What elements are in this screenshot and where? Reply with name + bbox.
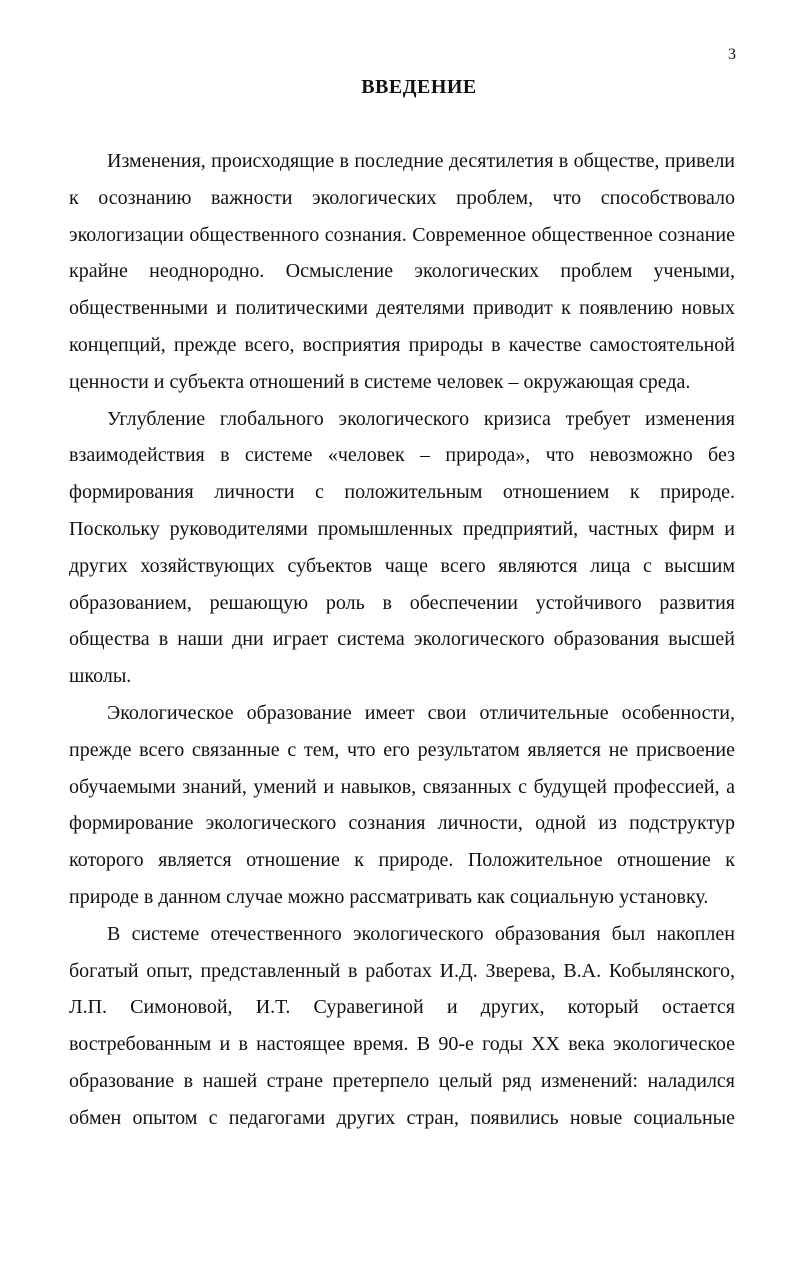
section-title: ВВЕДЕНИЕ (361, 76, 477, 98)
paragraph-4: В системе отечественного экологического образования был накоплен богатый опыт, представленный в работах И.Д. Зверева, В.А. Кобылянского, Л.П. Симоновой, И.Т. Суравегиной и других, который остается востребованным и в настоящее время. В 90-е годы XX века экологическое образование в нашей стране претерпело целый ряд изменений: наладился обмен опытом с педагогами других стран, появились новые социальные (69, 922, 735, 1129)
body-text (69, 143, 735, 1137)
paragraph-3: Экологическое образование имеет свои отличительные особенности, прежде всего связанные с тем, что его результатом является не присвоение обучаемыми знаний, умений и навыков, связанных с будущей профессией, а формирование экологического сознания личности, одной из подструктур которого является отношение к природе. Положительное отношение к природе в данном случае можно рассматривать как социальную установку. (69, 701, 735, 908)
page-number: 3 (728, 46, 736, 63)
paragraph-2: Углубление глобального экологического кризиса требует изменения взаимодействия в системе «человек – природа», что невозможно без формирования личности с положительным отношением к природе. Поскольку руководителями промышленных предприятий, частных фирм и других хозяйствующих субъектов чаще всего являются лица с высшим образованием, решающую роль в обеспечении устойчивого развития общества в наши дни играет система экологического образования высшей школы. (69, 407, 735, 688)
paragraph-1: Изменения, происходящие в последние десятилетия в обществе, привели к осознанию важности экологических проблем, что способствовало экологизации общественного сознания. Современное общественное сознание крайне неоднородно. Осмысление экологических проблем учеными, общественными и политическими деятелями приводит к появлению новых концепций, прежде всего, восприятия природы в качестве самостоятельной ценности и субъекта отношений в системе человек – окружающая среда. (69, 150, 735, 393)
